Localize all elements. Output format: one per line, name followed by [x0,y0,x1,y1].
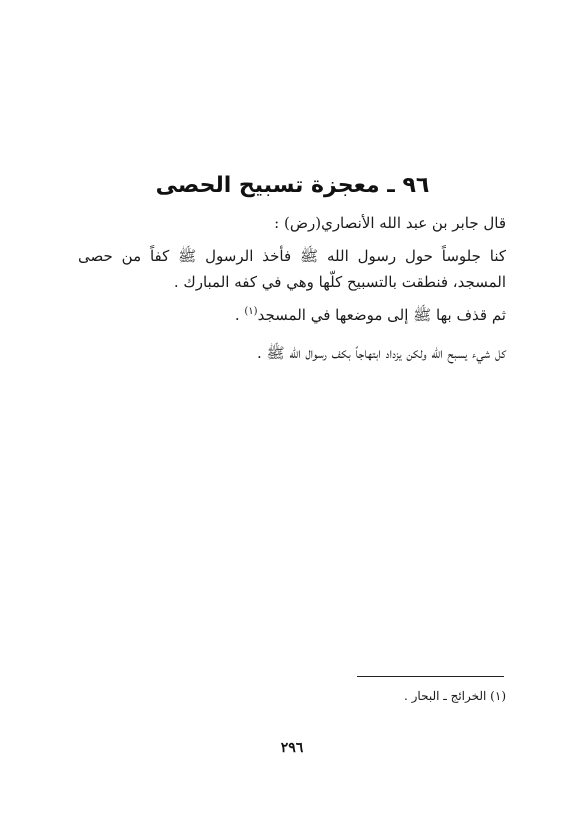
footnote-reference: (١) [244,306,258,317]
page-number: ٢٩٦ [280,740,304,756]
footnote: (١) الخرائج ـ البحار . [404,689,506,703]
narration-paragraph: كنا جلوساً حول رسول الله ﷺ فأخذ الرسول ﷺ كفاً من حصى المسجد، فنطقت بالتسبيح كلّها وهي في كفه المبارك . [78,247,506,291]
narration-continuation-text: ثم قذف بها ﷺ إلى موضعها في المسجد [257,306,506,324]
chapter-title: ٩٦ ـ معجزة تسبيح الحصى [155,173,430,198]
narration-continuation [78,302,506,328]
narration-continuation-end: . [234,306,245,324]
narrator-line: قال جابر بن عبد الله الأنصاري(رض) : [274,214,506,232]
closing-paragraph: كل شيء يسبح الله ولكن يزداد ابتهاجاً بكف رسوال الله ﷺ . [256,344,506,362]
footnote-divider [357,676,504,677]
